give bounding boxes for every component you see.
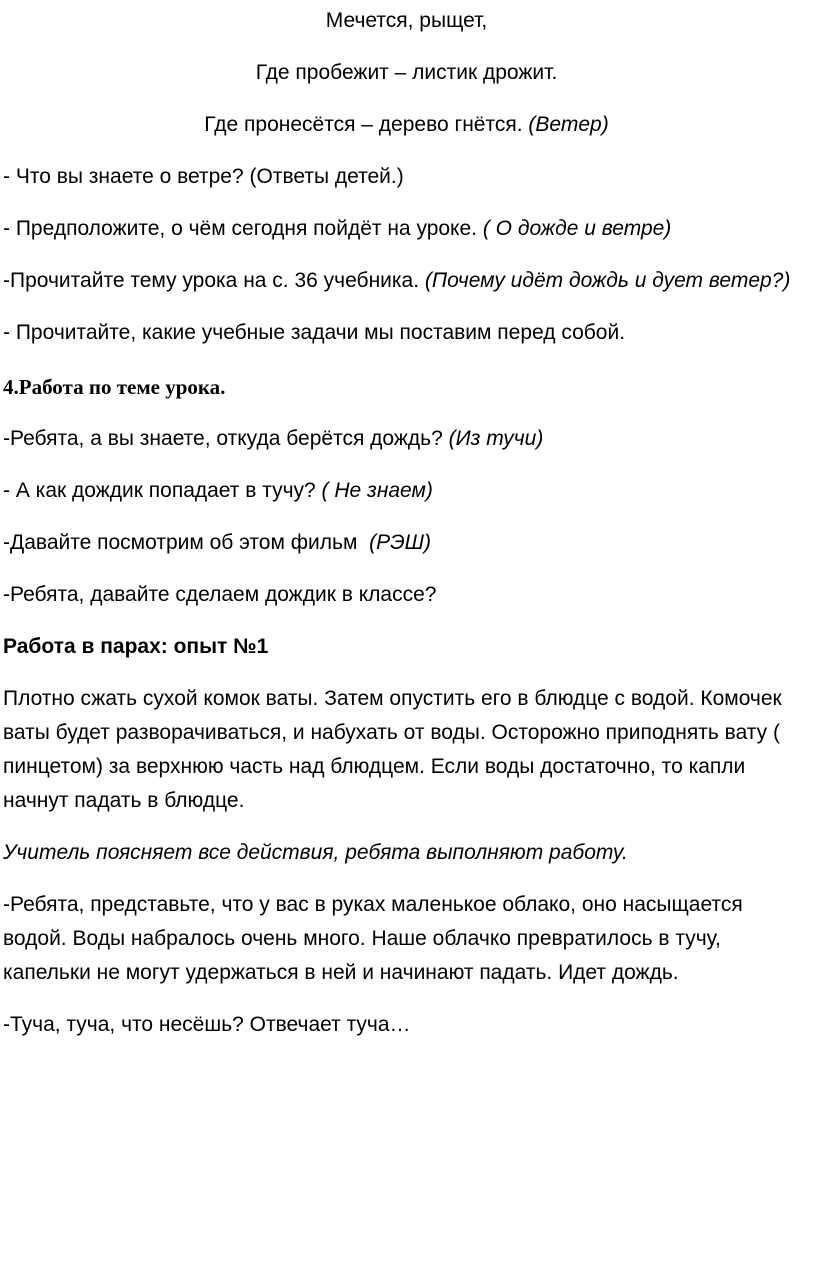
question-cloud-text: - А как дождик попадает в тучу? (3, 479, 316, 502)
question-wind: - Что вы знаете о ветре? (Ответы детей.) (3, 165, 404, 188)
question-topic-answer: (Почему идёт дождь и дует ветер?) (424, 269, 791, 292)
question-predict-text: - Предположите, о чём сегодня пойдёт на уроке. (3, 217, 477, 240)
question-rain-origin-answer: (Из тучи) (448, 427, 544, 450)
question-film-text: -Давайте посмотрим об этом фильм (3, 531, 358, 554)
question-film-answer: (РЭШ) (369, 531, 431, 554)
question-predict (3, 212, 810, 246)
question-film (3, 526, 810, 560)
question-tasks: - Прочитайте, какие учебные задачи мы поставим перед собой. (3, 321, 626, 344)
riddle-line-3 (3, 108, 810, 142)
riddle-answer: (Ветер) (528, 113, 609, 136)
question-rain-origin (3, 422, 810, 456)
question-topic-text: -Прочитайте тему урока на с. 36 учебника. (3, 269, 420, 292)
question-cloud-answer: ( Не знаем) (321, 479, 433, 502)
question-cloud (3, 474, 810, 508)
question-topic (3, 264, 810, 298)
riddle-line-3-text: Где пронесётся – дерево гнётся. (204, 113, 523, 136)
riddle-line-1: Мечется, рыщет, (325, 9, 488, 32)
final-line: -Туча, туча, что несёшь? Отвечает туча… (3, 1013, 411, 1036)
question-predict-answer: ( О дожде и ветре) (482, 217, 672, 240)
question-make-rain: -Ребята, давайте сделаем дождик в классе? (3, 583, 437, 606)
riddle-line-2: Где пробежит – листик дрожит. (255, 61, 558, 84)
teacher-note: Учитель поясняет все действия, ребята выполняют работу. (3, 841, 628, 864)
experiment-heading: Работа в парах: опыт №1 (3, 635, 269, 658)
question-rain-origin-text: -Ребята, а вы знаете, откуда берётся дождь? (3, 427, 443, 450)
experiment-text: Плотно сжать сухой комок ваты. Затем опустить его в блюдце с водой. Комочек ваты будет разворачиваться, и набухать от воды. Осторожно приподнять вату ( пинцетом) за верхнюю часть над блюдцем. Если воды достаточно, то капли начнут падать в блюдце. (3, 687, 782, 812)
section-heading: 4.Работа по теме урока. (3, 375, 226, 399)
story-text: -Ребята, представьте, что у вас в руках маленькое облако, оно насыщается водой. Воды набралось очень много. Наше облачко превратилось в тучу, капельки не могут удержаться в ней и начинают падать. Идет дождь. (3, 893, 743, 984)
